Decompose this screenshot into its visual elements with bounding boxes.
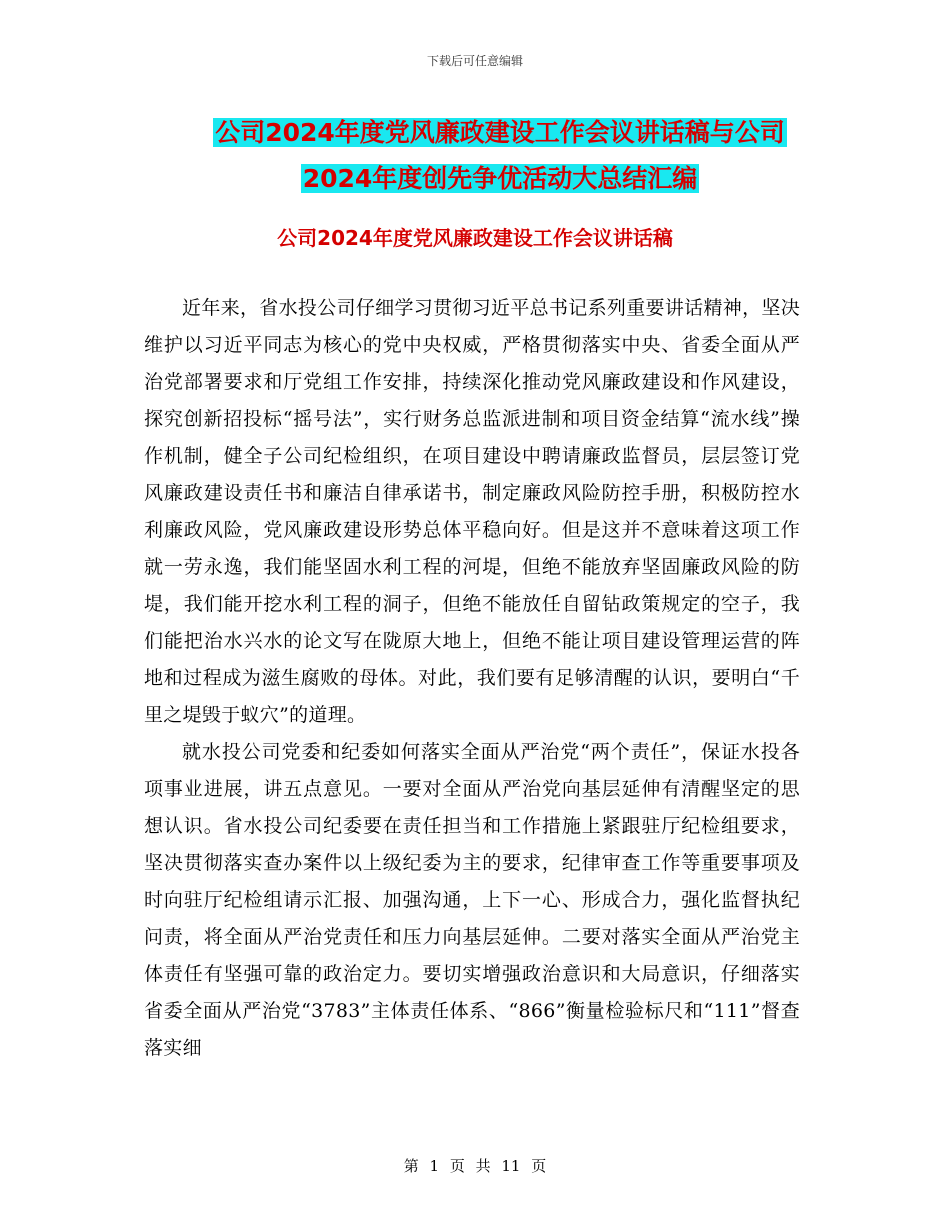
document-title-line-1: 公司2024年度党风廉政建设工作会议讲话稿与公司 <box>215 118 785 147</box>
section-title: 公司2024年度党风廉政建设工作会议讲话稿 <box>277 226 673 250</box>
header-note: 下载后可任意编辑 <box>426 54 523 68</box>
document-title-line-2: 2024年度创先争优活动大总结汇编 <box>302 164 698 193</box>
paragraph-2: 就水投公司党委和纪委如何落实全面从严治党“两个责任”，保证水投各项事业进展，讲五点意见。一要对全面从严治党向基层延伸有清醒坚定的思想认识。省水投公司纪委要在责任担当和工作措施上紧跟驻厅纪检组要求，坚决贯彻落实查办案件以上级纪委为主的要求，纪律审查工作等重要事项及时向驻厅纪检组请示汇报、加强沟通，上下一心、形成合力，强化监督执纪问责，将全面从严治党责任和压力向基层延伸。二要对落实全面从严治党主体责任有坚强可靠的政治定力。要切实增强政治意识和大局意识，仔细落实省委全面从严治党“3783”主体责任体系、“866”衡量检验标尺和“111”督查落实细 <box>144 741 800 1059</box>
page-number: 第 1 页 共 11 页 <box>403 1157 547 1175</box>
paragraph-1: 近年来，省水投公司仔细学习贯彻习近平总书记系列重要讲话精神，坚决维护以习近平同志为核心的党中央权威，严格贯彻落实中央、省委全面从严治党部署要求和厅党组工作安排，持续深化推动党风廉政建设和作风建设，探究创新招投标“摇号法”，实行财务总监派进制和项目资金结算“流水线”操作机制，健全子公司纪检组织，在项目建设中聘请廉政监督员，层层签订党风廉政建设责任书和廉洁自律承诺书，制定廉政风险防控手册，积极防控水利廉政风险，党风廉政建设形势总体平稳向好。但是这并不意味着这项工作就一劳永逸，我们能坚固水利工程的河堤，但绝不能放弃坚固廉政风险的防堤，我们能开挖水利工程的洞子，但绝不能放任自留钻政策规定的空子，我们能把治水兴水的论文写在陇原大地上，但绝不能让项目建设管理运营的阵地和过程成为滋生腐败的母体。对此，我们要有足够清醒的认识，要明白“千里之堤毁于蚁穴”的道理。 <box>144 297 800 726</box>
document-title <box>140 110 860 202</box>
body-text <box>144 290 800 1067</box>
